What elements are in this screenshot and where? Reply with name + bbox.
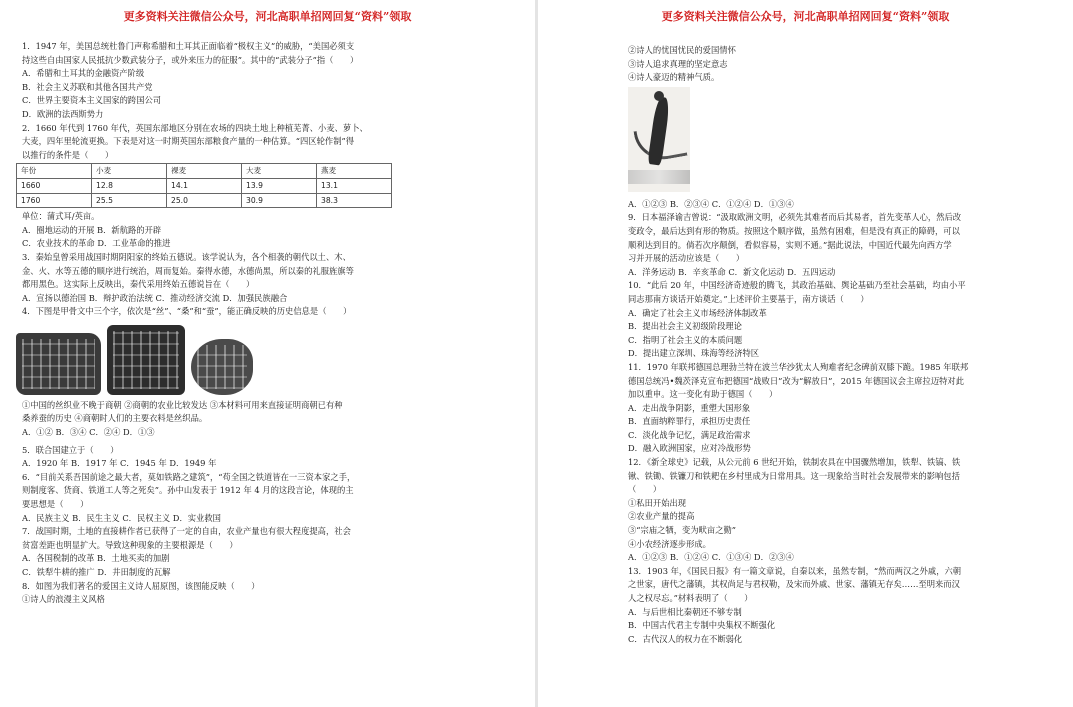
statement-3: ③“宗庙之牺，变为畎亩之勤” (628, 525, 737, 536)
option-c: C．指明了社会主义的本质问题 (628, 334, 743, 345)
header-notice-left: 更多资料关注微信公众号，河北高职单招网回复“资料”领取 (123, 10, 412, 23)
question-stem: 锹、铁锄、铁镰刀和铁耙在乡村里成为日常用具。这一现象给当时社会发展带来的影响包括 (628, 470, 960, 481)
question-stem: 加以重申。这一变化有助于德国（ ） (628, 389, 778, 400)
left-page (0, 0, 535, 707)
option-d: D．融入欧洲国家，应对冷战形势 (628, 443, 751, 454)
question-stem: 以推行的条件是（ ） (22, 149, 114, 160)
question-stem: 德国总统冯•魏茨泽克宣布把德国“战败日”改为“解放日”，2015 年德国议会主席拉迈特对此 (628, 375, 965, 386)
option-a: A．确定了社会主义市场经济体制改革 (628, 307, 767, 318)
question-1 (22, 40, 512, 122)
table-header-cell: 燕麦 (317, 164, 392, 179)
table-header-cell: 大麦 (242, 164, 317, 179)
question-stem: 9．日本福泽谕吉曾说：“汲取欧洲文明，必须先其难者而后其易者，首先变革人心，然后改 (628, 212, 962, 223)
question-7 (22, 525, 512, 579)
table-cell: 13.9 (242, 178, 317, 193)
option-b: B．提出社会主义初级阶段理论 (628, 321, 742, 332)
statement-1: ①私田开始出现 (628, 497, 687, 508)
option-cd: C．农业技术的革命 D．工业革命的推进 (22, 238, 171, 249)
qu-yuan-portrait-image (628, 87, 690, 192)
option-ab: A．圈地运动的开展 B．新航路的开辟 (22, 224, 162, 235)
question-stem: 13．1903 年，《国民日报》有一篇文章说，自秦以来，虽然专制，“然而两汉之外戚，六朝 (628, 565, 962, 576)
option-c: C．淡化战争记忆，满足政治需求 (628, 429, 751, 440)
table-row (17, 193, 392, 208)
header-notice-right: 更多资料关注微信公众号，河北高职单招网回复“资料”领取 (661, 10, 950, 23)
statement-1: ①诗人的浪漫主义风格 (22, 594, 105, 605)
table-header-row (17, 164, 392, 179)
question-stem: 8．如图为我们著名的爱国主义诗人屈原图，该图能反映（ ） (22, 580, 260, 591)
question-11 (628, 361, 1038, 456)
question-stem: 10．“此后 20 年，中国经济奇迹般的腾飞，其政治基础、舆论基础乃至社会基础，均由小平 (628, 280, 966, 291)
table-cell: 30.9 (242, 193, 317, 208)
question-8-continued (628, 44, 1038, 211)
option-a: A．与后世相比秦朝还不够专制 (628, 606, 742, 617)
oracle-bone-images (16, 323, 512, 395)
table-unit-note: 单位：蒲式耳/英亩。 (22, 211, 100, 222)
options-line: A．洋务运动 B．辛亥革命 C．新文化运动 D．五四运动 (628, 266, 836, 277)
statement-2: ②诗人的忧国忧民的爱国情怀 (628, 45, 736, 55)
right-page-content (628, 44, 1038, 646)
question-6 (22, 471, 512, 525)
option-c: C．世界主要资本主义国家的跨国公司 (22, 95, 162, 106)
table-cell: 25.0 (167, 193, 242, 208)
question-stem: 5．联合国建立于（ ） (22, 444, 119, 455)
question-stem: 持这些自由国家人民抵抗少数武装分子，或外来压力的征服”。其中的“武装分子”指（ ） (22, 54, 359, 65)
option-d: D．提出建立深圳、珠海等经济特区 (628, 348, 760, 359)
question-stem: 12．《新全球史》记载，从公元前 6 世纪开始，铁制农具在中国骤然增加，铁犁、铁镐、铁 (628, 457, 961, 468)
option-a: A．走出战争阴影，重塑大国形象 (628, 402, 751, 413)
question-13 (628, 565, 1038, 647)
question-stem: 金、火、水等五德的顺序进行统治，周而复始。秦得水德，水德尚黑，所以秦的礼服旌旗等 (22, 265, 354, 276)
table-cell: 13.1 (317, 178, 392, 193)
table-row (17, 178, 392, 193)
question-stem: 大麦，四年里轮流更换。下表是对这一时期英国东部粮食产量的一种估算。“四区轮作制”得 (22, 136, 355, 147)
question-stem: 11．1970 年联邦德国总理勃兰特在波兰华沙犹太人殉难者纪念碑前双膝下跪。1985 年联邦 (628, 361, 969, 372)
oracle-bone-image-silkworm (191, 339, 253, 395)
table-header-cell: 年份 (17, 164, 92, 179)
left-page-content (22, 40, 512, 607)
question-12 (628, 456, 1038, 565)
question-stem: 6．“目前关系吾国前途之最大者，莫如铁路之建筑”，“苟全国之铁道皆在一三资本家之手， (22, 471, 356, 482)
table-cell: 25.5 (92, 193, 167, 208)
option-d: D．欧洲的法西斯势力 (22, 108, 104, 119)
option-b: B．直面纳粹罪行，承担历史责任 (628, 416, 751, 427)
option-b: B．中国古代君主专制中央集权不断强化 (628, 620, 776, 631)
grain-yield-table (16, 163, 392, 208)
question-5 (22, 444, 512, 471)
question-3 (22, 251, 512, 305)
question-stem: 要思想是（ ） (22, 499, 89, 510)
options-line: A．①②③ B．①②④ C．①③④ D．②③④ (628, 552, 794, 563)
statements-line: ①中国的丝织业不晚于商朝 ②商朝的农业比较发达 ③本材料可用来直接证明商朝已有种 (22, 399, 343, 410)
question-9 (628, 211, 1038, 279)
question-stem: 同志那南方谈话开始奠定。”上述评价主要基于，南方谈话（ ） (628, 293, 869, 304)
statement-3: ③诗人追求真理的坚定意志 (628, 58, 728, 69)
options-line: A．1920 年 B．1917 年 C．1945 年 D．1949 年 (22, 458, 217, 469)
table-cell: 38.3 (317, 193, 392, 208)
statement-4: ④诗人豪迈的精神气质。 (628, 72, 720, 83)
table-cell: 14.1 (167, 178, 242, 193)
statements-line: 桑养蚕的历史 ④商朝时人们的主要衣料是丝织品。 (22, 413, 208, 424)
question-stem: 则制度客、货商、铁道工人等之死矣”。孙中山发表于 1912 年 4 月的这段言论，体现的主 (22, 485, 354, 496)
oracle-bone-image-mulberry (107, 325, 185, 395)
question-stem: 变政令，最后达到有形的物质。按照这个顺序做，虽然有困难，但是没有真正的障碍，可以 (628, 225, 960, 236)
option-b: B．社会主义苏联和其他各国共产党 (22, 81, 153, 92)
question-stem: 4．下图是甲骨文中三个字，依次是“丝”、“桑”和“蚕”，能正确反映的历史信息是（ ） (22, 306, 352, 317)
question-stem: 之世家，唐代之藩镇，其权尚足与君权勒，及宋而外戚、世家、藩镇无存矣……至明来而汉 (628, 579, 960, 590)
question-stem: 习并开展的活动应该是（ ） (628, 253, 745, 264)
option-a: A．希腊和土耳其的金融资产阶级 (22, 68, 145, 79)
question-stem: 1．1947 年，美国总统杜鲁门声称希腊和土耳其正面临着“极权主义”的威胁，“美国必须支 (22, 41, 355, 51)
question-stem: 贫富差距也明显扩大。导致这种现象的主要根源是（ ） (22, 539, 238, 550)
option-cd: C．铁犁牛耕的推广 D．井田制度的瓦解 (22, 567, 171, 577)
table-header-cell: 裸麦 (167, 164, 242, 179)
question-stem: 2．1660 年代到 1760 年代，英国东部地区分别在农场的四块土地上种植芜菁、小麦、萝卜、 (22, 122, 368, 133)
question-8 (22, 580, 512, 607)
question-stem: 7．战国时期，土地的直接耕作者已获得了一定的自由，农业产量也有很大程度提高，社会 (22, 526, 351, 537)
options-line: A．宣扬以德治国 B．辩护政治法统 C．推动经济交流 D．加强民族融合 (22, 292, 288, 303)
table-cell: 1660 (17, 178, 92, 193)
question-stem: 都用黑色。这实际上反映出，秦代采用终始五德说旨在（ ） (22, 279, 255, 290)
table-header-cell: 小麦 (92, 164, 167, 179)
question-stem: 顺利达到目的。倘若次序颠倒，看似容易，实则不通。”据此说法，中国近代最先向西方学 (628, 239, 952, 250)
question-stem: 人之权尽忘。”材料表明了（ ） (628, 593, 753, 603)
right-page (538, 0, 1073, 707)
options-line: A．民族主义 B．民生主义 C．民权主义 D．实业救国 (22, 512, 221, 523)
question-stem: 3．秦始皇曾采用战国时期阴阳家的终始五德说。该学说认为，各个相袭的朝代以土、木、 (22, 251, 351, 262)
question-10 (628, 279, 1038, 361)
question-4 (22, 305, 512, 439)
table-cell: 1760 (17, 193, 92, 208)
option-c: C．古代汉人的权力在不断弱化 (628, 633, 743, 644)
statement-4: ④小农经济逐步形成。 (628, 538, 711, 549)
statement-2: ②农业产量的提高 (628, 511, 695, 522)
question-2 (22, 122, 512, 251)
options-line: A．①② B．③④ C．②④ D．①③ (22, 427, 155, 438)
options-line: A．①②③ B．②③④ C．①②④ D．①③④ (628, 198, 794, 209)
question-stem: （ ） (628, 484, 662, 495)
table-cell: 12.8 (92, 178, 167, 193)
option-ab: A．各国税制的改革 B．土地买卖的加剧 (22, 553, 170, 564)
oracle-bone-image-silk (16, 333, 101, 395)
